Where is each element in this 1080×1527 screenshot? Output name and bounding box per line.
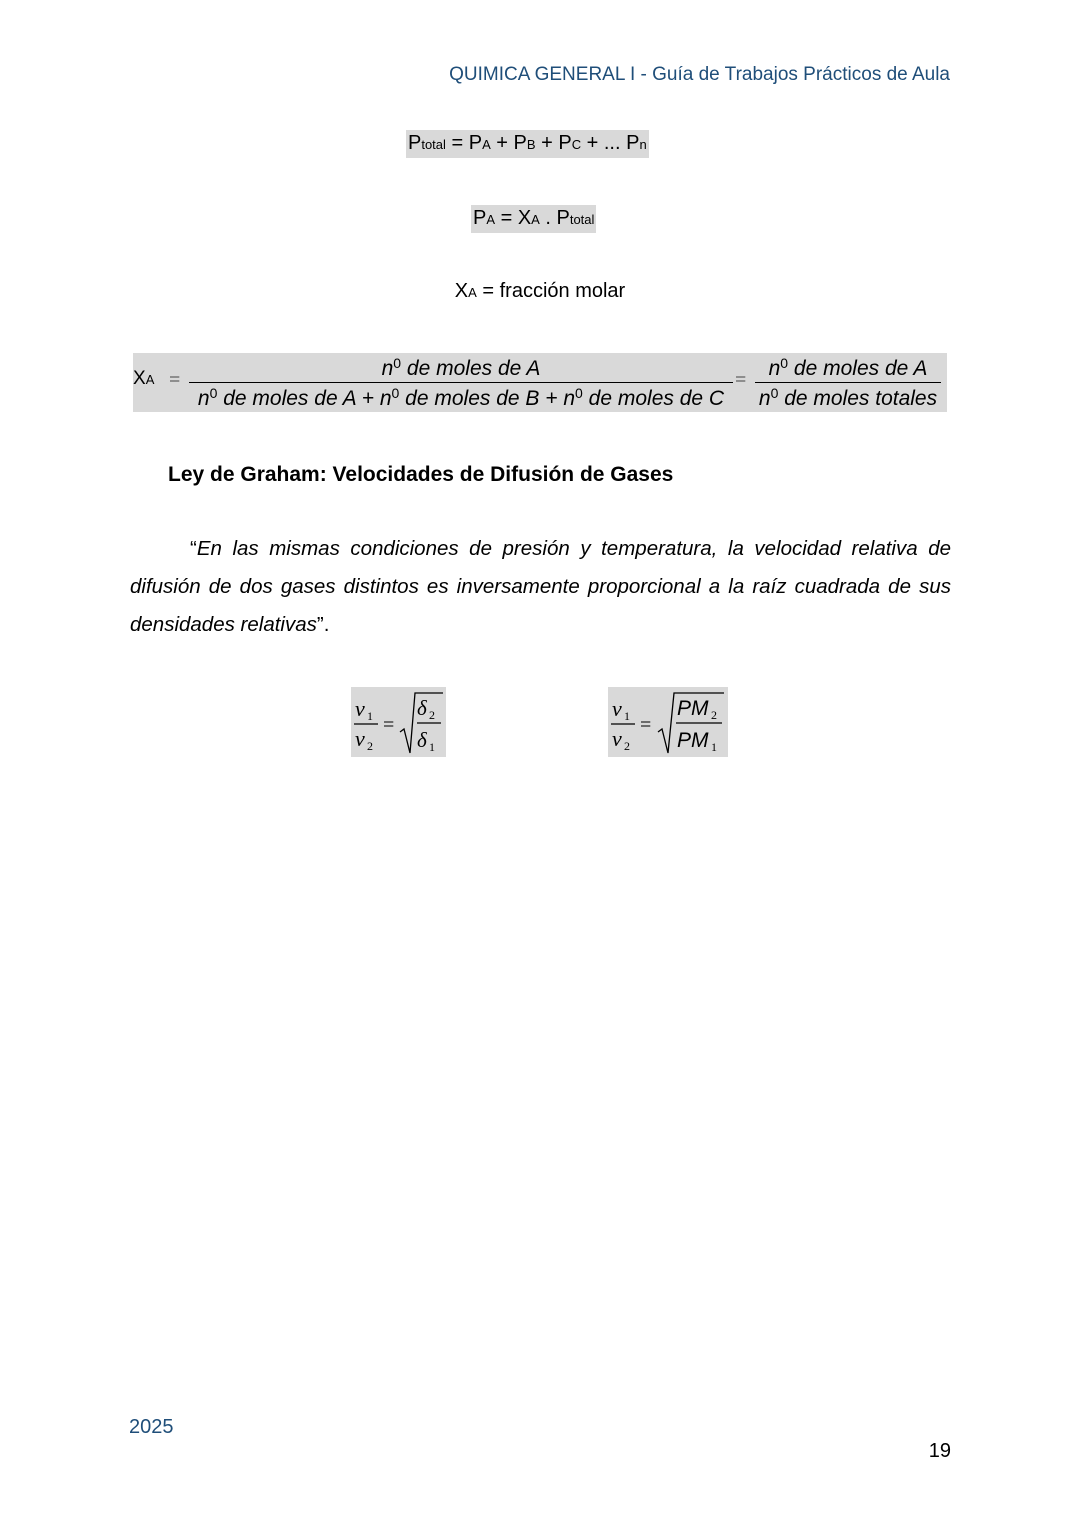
mole-fraction-formula bbox=[133, 353, 947, 412]
pm1-subscript: 1 bbox=[711, 740, 717, 754]
fraction-bar-1 bbox=[189, 382, 733, 383]
graham-law-quote: “En las mismas condiciones de presión y temperatura, la velocidad relativa de difusión de dos gases distintos es inversamente proporcional a la raíz cuadrada de sus densidades relativas”. bbox=[130, 537, 951, 636]
denominator-2: $n^0$ de moles totales bbox=[758, 385, 938, 410]
equals-sign-2: = bbox=[735, 369, 747, 391]
mole-fraction-definition: XA = fracción molar bbox=[454, 280, 626, 302]
v1-subscript: 1 bbox=[367, 709, 373, 723]
numerator-2: $n^0$ de moles de A bbox=[768, 355, 928, 380]
v2-subscript: 2 bbox=[624, 739, 630, 753]
fraction-bar-2 bbox=[755, 382, 941, 383]
v1-symbol: ν bbox=[612, 696, 622, 721]
v2-symbol: ν bbox=[355, 726, 365, 751]
delta2-subscript: 2 bbox=[429, 708, 435, 722]
xa-label: XA bbox=[133, 368, 155, 389]
equals-sign: = bbox=[640, 714, 652, 736]
v1-subscript: 1 bbox=[624, 709, 630, 723]
delta1-symbol: δ bbox=[417, 728, 427, 752]
graham-heading: Ley de Graham: Velocidades de Difusión de Gases bbox=[168, 463, 674, 486]
page-header: QUIMICA GENERAL I - Guía de Trabajos Prácticos de Aula bbox=[449, 64, 950, 85]
page-number: 19 bbox=[928, 1440, 951, 1462]
footer-year: 2025 bbox=[129, 1416, 174, 1438]
graham-formula-molar-mass-svg bbox=[608, 687, 728, 757]
total-pressure-equation: Ptotal = PA + PB + PC + ... Pn bbox=[406, 130, 649, 158]
v2-subscript: 2 bbox=[367, 739, 373, 753]
graham-formula-density-svg bbox=[351, 687, 446, 757]
pm2-subscript: 2 bbox=[711, 708, 717, 722]
v1-symbol: ν bbox=[355, 696, 365, 721]
graham-formula-molar-mass bbox=[608, 687, 728, 757]
graham-formula-density bbox=[351, 687, 446, 757]
equals-sign: = bbox=[383, 714, 395, 736]
pm1-symbol: PM bbox=[677, 729, 709, 752]
delta1-subscript: 1 bbox=[429, 740, 435, 754]
numerator-1: $n^0$ de moles de A bbox=[381, 355, 541, 380]
pm2-symbol: PM bbox=[677, 697, 709, 720]
denominator-1: $n^0$ de moles de $A + n^0$ de moles de $B + n^0$ de moles de C bbox=[197, 385, 725, 410]
delta2-symbol: δ bbox=[417, 696, 427, 720]
partial-pressure-equation: PA = XA . Ptotal bbox=[471, 205, 596, 233]
v2-symbol: ν bbox=[612, 726, 622, 751]
equals-sign: = bbox=[169, 369, 181, 391]
